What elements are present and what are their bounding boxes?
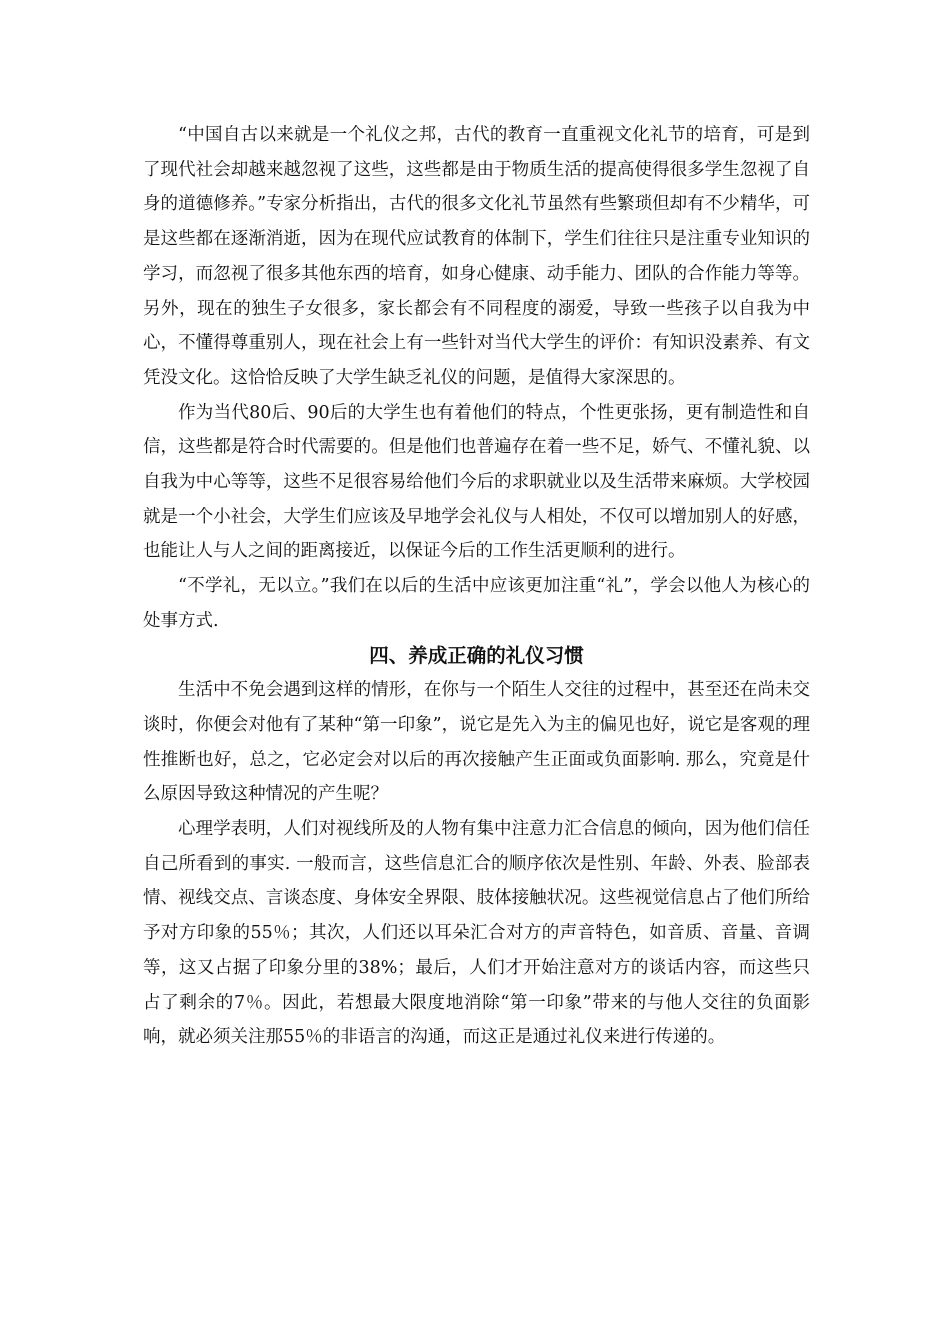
paragraph-etiquette-nation: “中国自古以来就是一个礼仪之邦，古代的教育一直重视文化礼节的培育，可是到了现代社会却越来越忽视了这些，这些都是由于物质生活的提高使得很多学生忽视了自身的道德修养。”专家分析指出，古代的很多文化礼节虽然有些繁琐但却有不少精华，可是这些都在逐渐消逝，因为在现代应试教育的体制下，学生们往往只是注重专业知识的学习，而忽视了很多其他东西的培育，如身心健康、动手能力、团队的合作能力等等。另外，现在的独生子女很多，家长都会有不同程度的溺爱，导致一些孩子以自我为中心，不懂得尊重别人，现在社会上有一些针对当代大学生的评价：有知识没素养、有文凭没文化。这恰恰反映了大学生缺乏礼仪的问题，是值得大家深思的。 [143, 125, 810, 388]
document-body [143, 118, 810, 1055]
section-heading: 四、养成正确的礼仪习惯 [369, 643, 584, 667]
paragraph-psychology: 心理学表明，人们对视线所及的人物有集中注意力汇合信息的倾向，因为他们信任自己所看到的事实. 一般而言，这些信息汇合的顺序依次是性别、年龄、外表、脸部表情、视线交点、言谈态度、身体安全界限、肢体接触状况。这些视觉信息占了他们所给予对方印象的55％；其次，人们还以耳朵汇合对方的声音特色，如音质、音量、音调等，这又占据了印象分里的38%；最后，人们才开始注意对方的谈话内容，而这些只占了剩余的7％。因此，若想最大限度地消除“第一印象”带来的与他人交往的负面影响，就必须关注那55％的非语言的沟通，而这正是通过礼仪来进行传递的。 [143, 819, 810, 1048]
paragraph-post80s-students: 作为当代80后、90后的大学生也有着他们的特点，个性更张扬，更有制造性和自信，这些都是符合时代需要的。但是他们也普遍存在着一些不足，娇气、不懂礼貌、以自我为中心等等，这些不足很容易给他们今后的求职就业以及生活带来麻烦。大学校园就是一个小社会，大学生们应该及早地学会礼仪与人相处，不仅可以增加别人的好感，也能让人与人之间的距离接近，以保证今后的工作生活更顺利的进行。 [143, 402, 810, 562]
paragraph-first-impression: 生活中不免会遇到这样的情形，在你与一个陌生人交往的过程中，甚至还在尚未交谈时，你便会对他有了某种“第一印象”，说它是先入为主的偏见也好，说它是客观的理性推断也好，总之，它必定会对以后的再次接触产生正面或负面影响. 那么，究竟是什么原因导致这种情况的产生呢？ [143, 680, 810, 805]
paragraph-buxueli: “不学礼，无以立。”我们在以后的生活中应该更加注重“礼”，学会以他人为核心的处事方式. [143, 576, 810, 631]
